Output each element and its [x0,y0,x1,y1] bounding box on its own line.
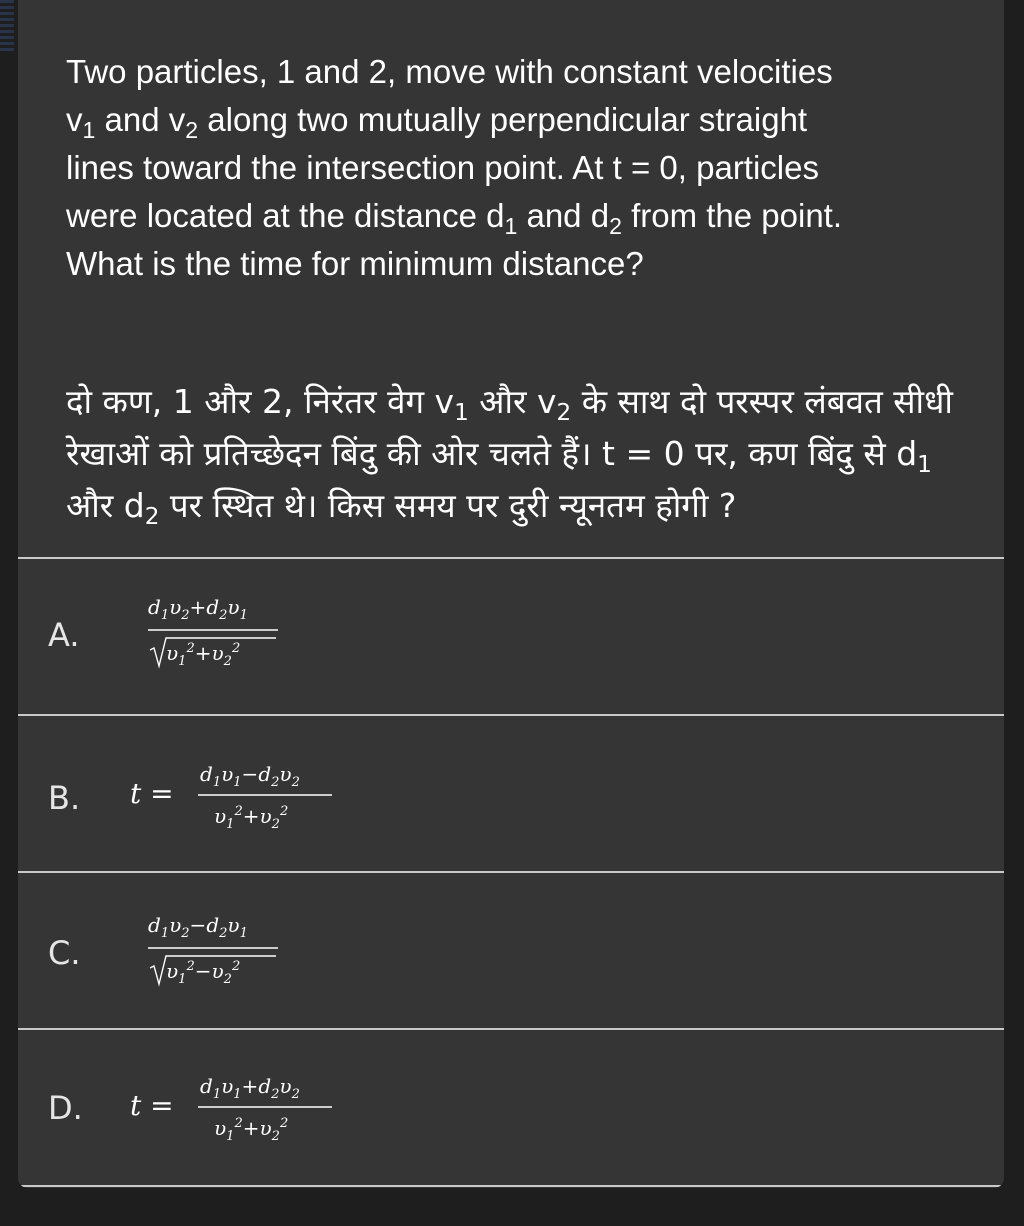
option-a[interactable] [18,560,1004,710]
divider [18,1028,1004,1030]
divider [18,714,1004,716]
formula-prefix: t = [130,777,174,810]
formula-denominator: $\upsilon_1^2+\upsilon_2^2$ [214,1116,289,1144]
option-formula [130,908,430,1003]
formula-numerator: $d_1\upsilon_2-d_2\upsilon_1$ [148,913,248,941]
formula-numerator: $d_1\upsilon_1+d_2\upsilon_2$ [200,1074,300,1102]
divider [18,557,1004,559]
option-formula [130,590,430,685]
question-text [66,48,976,532]
formula-prefix: t = [130,1089,174,1122]
left-edge-strip [0,0,14,52]
formula-svg [130,908,430,998]
option-b[interactable] [18,717,1004,867]
formula-numerator: $d_1\upsilon_1-d_2\upsilon_2$ [200,762,300,790]
formula-svg [130,1065,450,1155]
option-letter: B. [48,779,81,817]
option-letter: D. [48,1089,83,1127]
option-letter: C. [48,934,81,972]
question-card [18,0,1004,1188]
question-english: Two particles, 1 and 2, move with constant velocities $v_1$ and $v_2$ along two mutually perpendicular straight lines toward the intersection point. At t = 0, particles were located at the distance $d_1$ and $d_2$ from the point. What is the time for minimum distance? [66,53,843,282]
option-formula [130,753,450,848]
question-hindi: दो कण, 1 और 2, निरंतर वेग $v_1$ और $v_2$ के साथ दो परस्पर लंबवत सीधी रेखाओं को प्रतिच्छेदन बिंदु की ओर चलते हैं। t = 0 पर, कण बिंदु से $d_1$ और $d_2$ पर स्थित थे। किस समय पर दुरी न्यूनतम होगी ? [66,382,953,530]
option-c[interactable] [18,874,1004,1024]
option-formula [130,1065,450,1160]
divider [18,1185,1004,1187]
formula-denominator: $\upsilon_1^2+\upsilon_2^2$ [166,641,241,669]
formula-svg [130,753,450,843]
formula-svg [130,590,430,680]
formula-numerator: $d_1\upsilon_2+d_2\upsilon_1$ [148,595,248,623]
formula-denominator: $\upsilon_1^2+\upsilon_2^2$ [214,804,289,832]
divider [18,871,1004,873]
formula-denominator: $\upsilon_1^2-\upsilon_2^2$ [166,959,241,987]
option-letter: A. [48,616,80,654]
option-d[interactable] [18,1031,1004,1181]
